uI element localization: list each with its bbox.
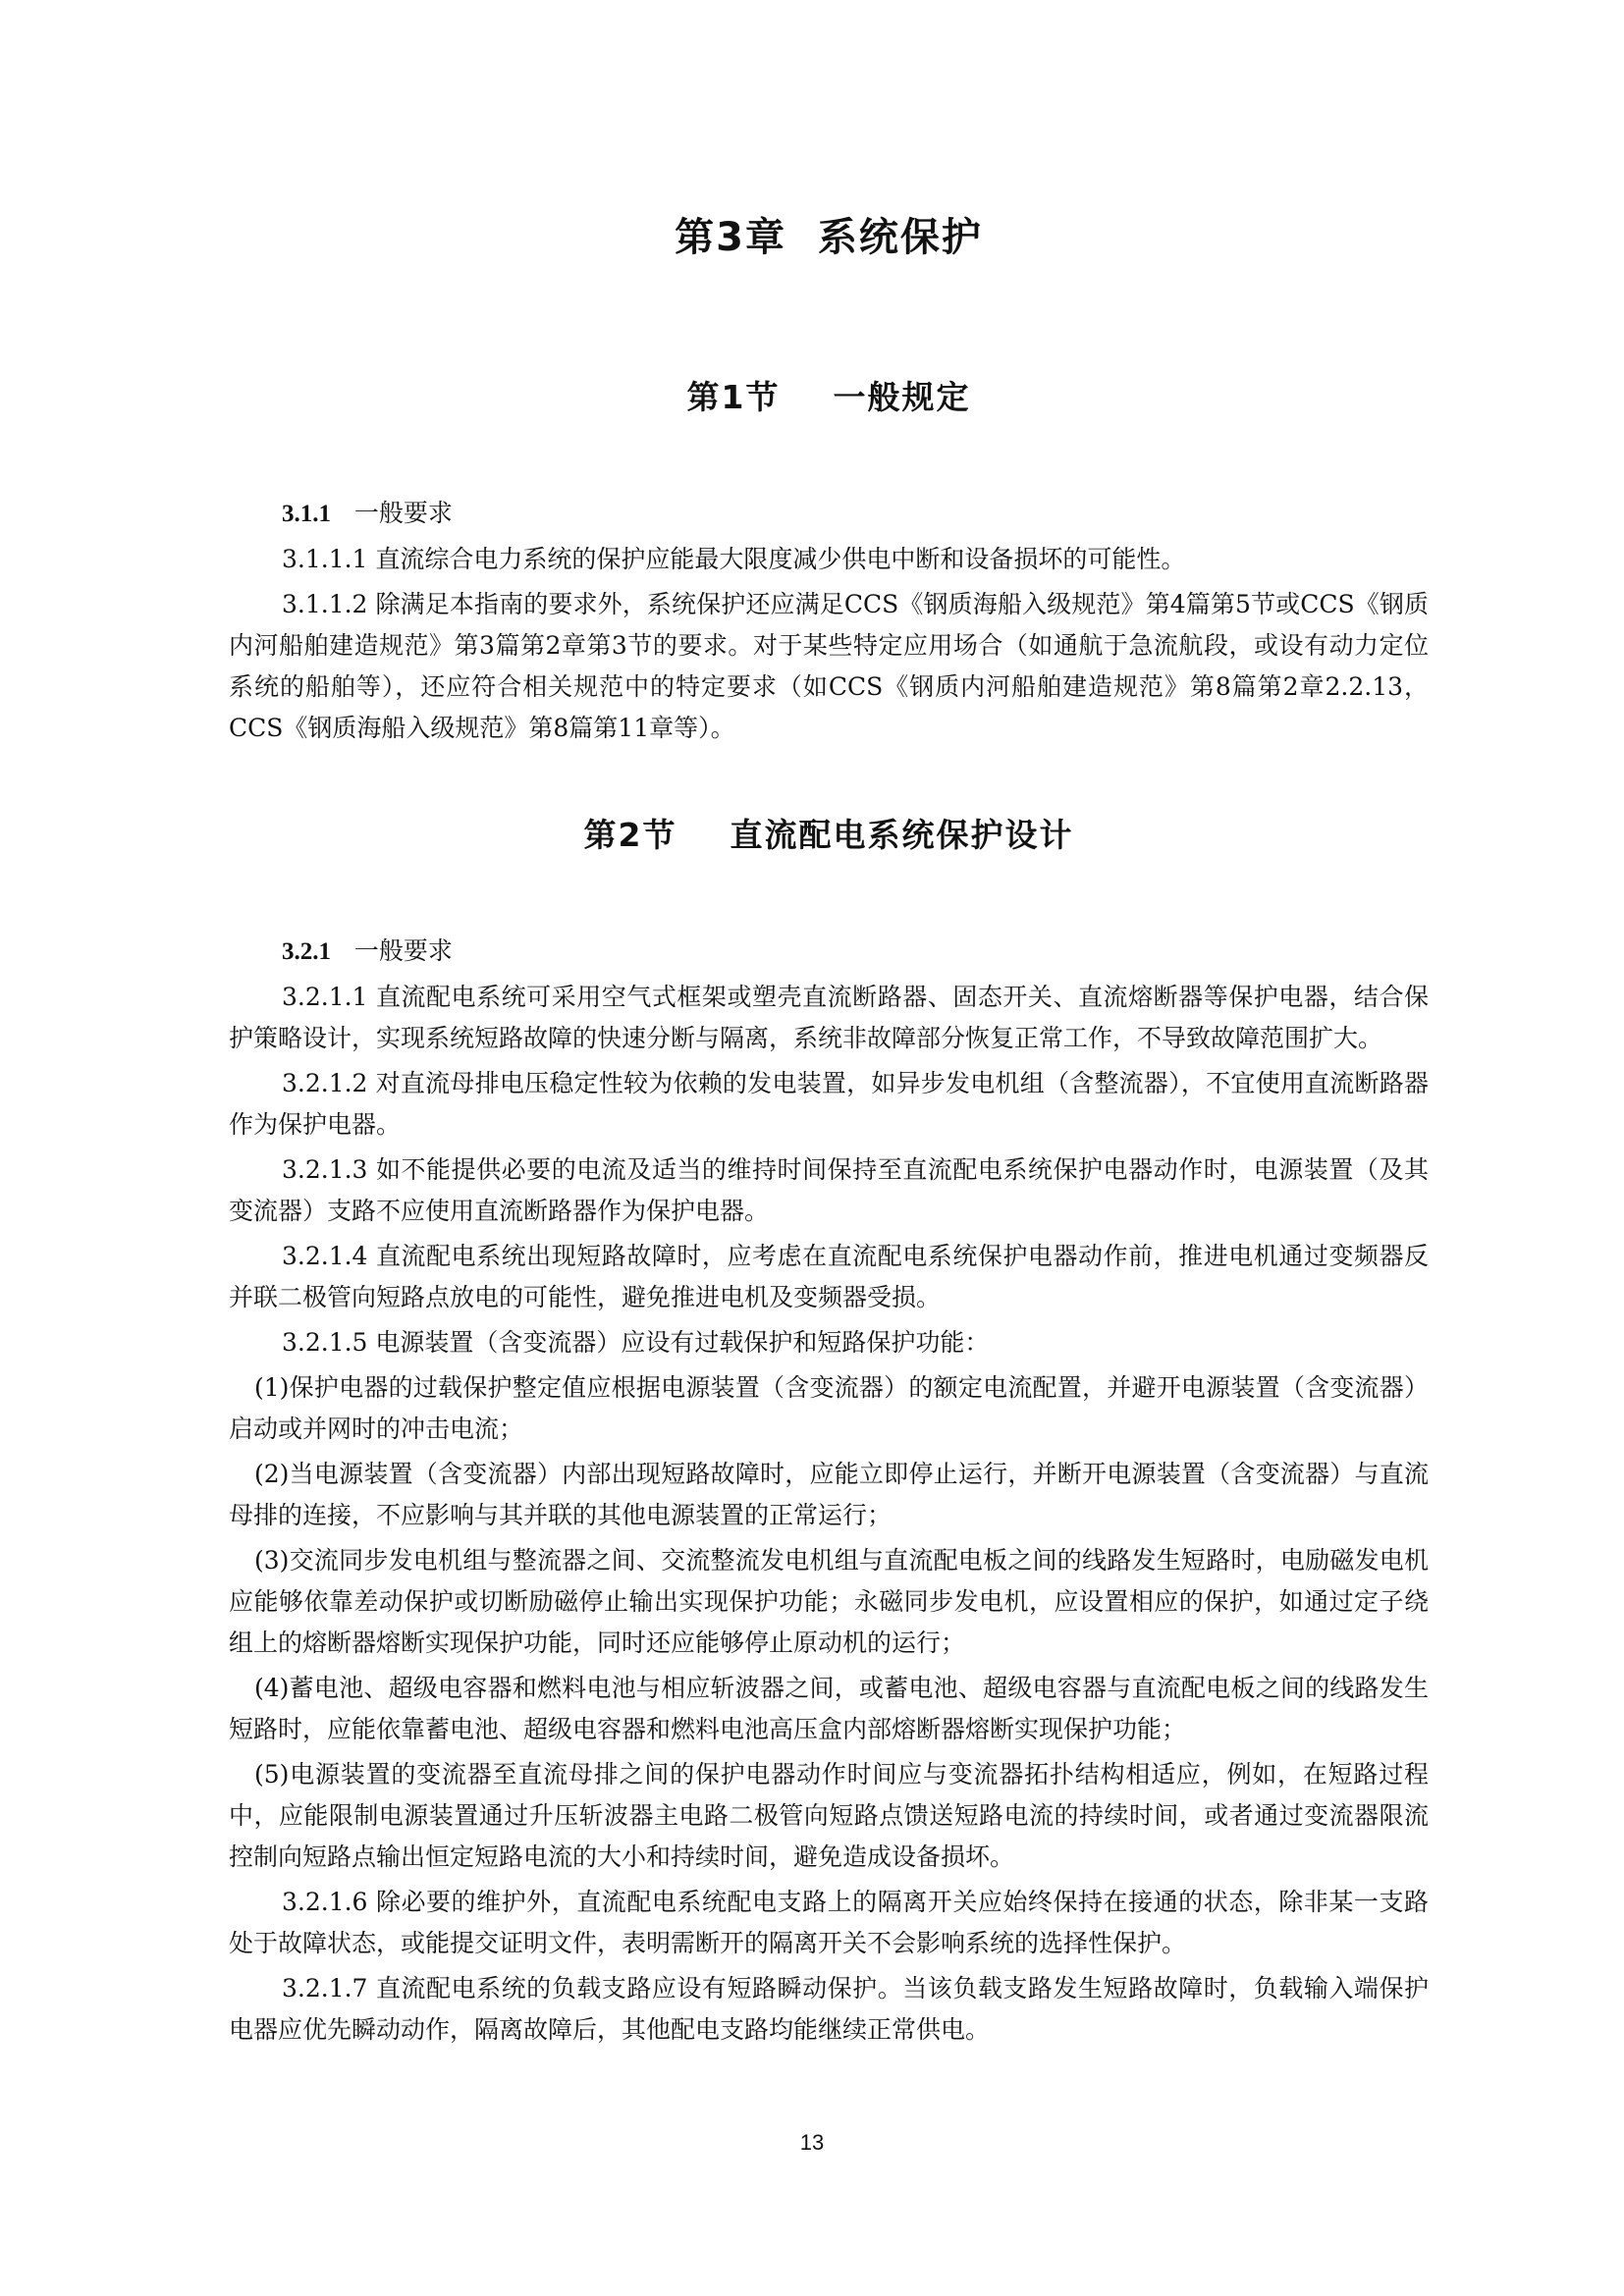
clause-number: 3.1.1: [282, 501, 331, 527]
paragraph-3-2-1-7: 3.2.1.7 直流配电系统的负载支路应设有短路瞬动保护。当该负载支路发生短路故障时，负载输入端保护电器应优先瞬动动作，隔离故障后，其他配电支路均能继续正常供电。: [229, 1974, 1429, 2044]
paragraph-3-2-1-3: 3.2.1.3 如不能提供必要的电流及适当的维持时间保持至直流配电系统保护电器动作时，电源装置（及其变流器）支路不应使用直流断路器作为保护电器。: [229, 1155, 1429, 1225]
clause-heading-3-2-1: [229, 931, 1429, 973]
page-number: 13: [799, 2130, 825, 2155]
paragraph-3-2-1-6: 3.2.1.6 除必要的维护外，直流配电系统配电支路上的隔离开关应始终保持在接通的状态，除非某一支路处于故障状态，或能提交证明文件，表明需断开的隔离开关不会影响系统的选择性保护。: [229, 1888, 1429, 1957]
clause-heading-3-1-1: [229, 493, 1429, 535]
page-content: [229, 206, 1429, 2055]
chapter-title: 第3章 系统保护: [675, 215, 983, 260]
section-title-1: 第1节 一般规定: [686, 378, 971, 416]
list-item-4: (4)蓄电池、超级电容器和燃料电池与相应斩波器之间，或蓄电池、超级电容器与直流配电板之间的线路发生短路时，应能依靠蓄电池、超级电容器和燃料电池高压盒内部熔断器熔断实现保护功能；: [229, 1674, 1429, 1743]
paragraph-3-2-1-4: 3.2.1.4 直流配电系统出现短路故障时，应考虑在直流配电系统保护电器动作前，推进电机通过变频器反并联二极管向短路点放电的可能性，避免推进电机及变频器受损。: [229, 1242, 1429, 1311]
clause-number: 3.2.1: [282, 938, 331, 965]
paragraph-3-1-1-2: 3.1.1.2 除满足本指南的要求外，系统保护还应满足CCS《钢质海船入级规范》第4篇第5节或CCS《钢质内河船舶建造规范》第3篇第2章第3节的要求。对于某些特定应用场合（如通航于急流航段，或设有动力定位系统的船舶等），还应符合相关规范中的特定要求（如CCS《钢质内河船舶建造规范》第8篇第2章2.2.13，CCS《钢质海船入级规范》第8篇第11章等）。: [229, 590, 1429, 742]
clause-title: 一般要求: [353, 936, 453, 965]
list-item-3: (3)交流同步发电机组与整流器之间、交流整流发电机组与直流配电板之间的线路发生短路时，电励磁发电机应能够依靠差动保护或切断励磁停止输出实现保护功能；永磁同步发电机，应设置相应的保护，如通过定子绕组上的熔断器熔断实现保护功能，同时还应能够停止原动机的运行；: [229, 1546, 1429, 1657]
paragraph-3-2-1-2: 3.2.1.2 对直流母排电压稳定性较为依赖的发电装置，如异步发电机组（含整流器），不宜使用直流断路器作为保护电器。: [229, 1069, 1429, 1139]
paragraph-3-2-1-5: 3.2.1.5 电源装置（含变流器）应设有过载保护和短路保护功能：: [282, 1328, 990, 1357]
section-title-2: 第2节 直流配电系统保护设计: [583, 816, 1074, 854]
list-item-2: (2)当电源装置（含变流器）内部出现短路故障时，应能立即停止运行，并断开电源装置（含变流器）与直流母排的连接，不应影响与其并联的其他电源装置的正常运行；: [229, 1460, 1429, 1529]
list-item-5: (5)电源装置的变流器至直流母排之间的保护电器动作时间应与变流器拓扑结构相适应，例如，在短路过程中，应能限制电源装置通过升压斩波器主电路二极管向短路点馈送短路电流的持续时间，或者通过变流器限流控制向短路点输出恒定短路电流的大小和持续时间，避免造成设备损坏。: [229, 1760, 1429, 1871]
clause-title: 一般要求: [353, 499, 453, 527]
list-item-1: (1)保护电器的过载保护整定值应根据电源装置（含变流器）的额定电流配置，并避开电源装置（含变流器）启动或并网时的冲击电流；: [229, 1373, 1429, 1443]
paragraph-3-1-1-1: 3.1.1.1 直流综合电力系统的保护应能最大限度减少供电中断和设备损坏的可能性。: [282, 545, 1186, 573]
paragraph-3-2-1-1: 3.2.1.1 直流配电系统可采用空气式框架或塑壳直流断路器、固态开关、直流熔断器等保护电器，结合保护策略设计，实现系统短路故障的快速分断与隔离，系统非故障部分恢复正常工作，不导致故障范围扩大。: [229, 983, 1429, 1052]
